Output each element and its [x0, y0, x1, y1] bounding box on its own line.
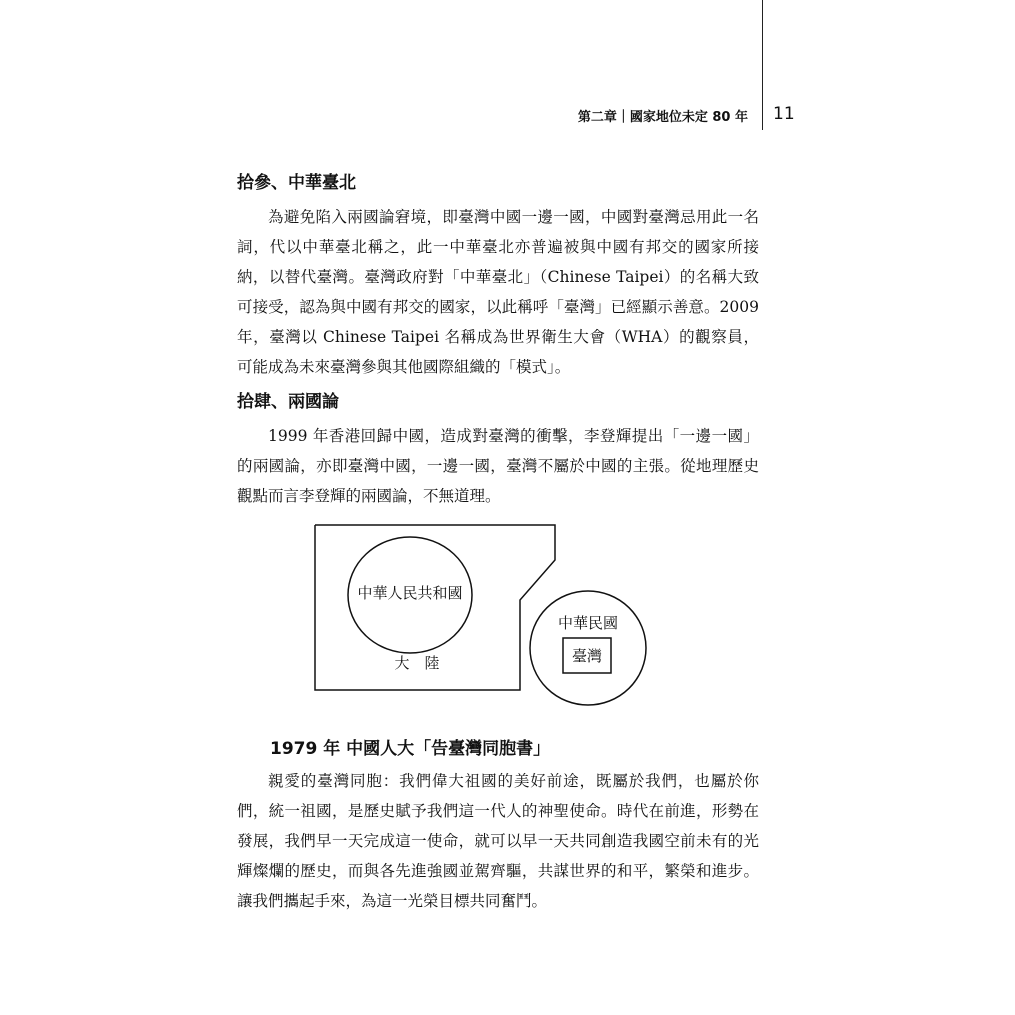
running-head: 第二章｜國家地位未定 80 年 [577, 110, 748, 125]
section-heading-chinese-taipei: 拾參、中華臺北 [237, 173, 356, 193]
section-heading-message-to-compatriots: 1979 年 中國人大「告臺灣同胞書」 [270, 739, 551, 759]
page-number: 11 [773, 104, 795, 124]
section-paragraph-message-to-compatriots: 親愛的臺灣同胞：我們偉大祖國的美好前途，既屬於我們，也屬於你們，統一祖國，是歷史賦予我們這一代人的神聖使命。時代在前進，形勢在發展，我們早一天完成這一使命，就可以早一天共同創造我國空前未有的光輝燦爛的歷史，而與各先進強國並駕齊驅，共謀世界的和平，繁榮和進步。讓我們攜起手來，為這一光榮目標共同奮鬥。 [237, 772, 759, 910]
section-paragraph-chinese-taipei: 為避免陷入兩國論窘境，即臺灣中國一邊一國，中國對臺灣忌用此一名詞，代以中華臺北稱之，此一中華臺北亦普遍被與中國有邦交的國家所接納，以替代臺灣。臺灣政府對「中華臺北」（Chinese Taipei）的名稱大致可接受，認為與中國有邦交的國家，以此稱呼「臺灣」已經顯示善意。2009 年，臺灣以 Chinese Taipei 名稱成為世界衛生大會（WHA）的觀察員，可能成為未來臺灣參與其他國際組織的「模式」。 [237, 208, 759, 376]
mainland-label: 大 陸 [394, 654, 440, 672]
taiwan-label: 臺灣 [571, 647, 603, 665]
section-paragraph-two-state-theory: 1999 年香港回歸中國，造成對臺灣的衝擊，李登輝提出「一邊一國」的兩國論，亦即臺灣中國，一邊一國，臺灣不屬於中國的主張。從地理歷史觀點而言李登輝的兩國論，不無道理。 [237, 427, 759, 505]
section-heading-two-state-theory: 拾肆、兩國論 [237, 392, 339, 412]
prc-label: 中華人民共和國 [357, 584, 463, 602]
cross-strait-diagram [300, 515, 660, 720]
page-divider-rule [762, 0, 763, 130]
roc-label: 中華民國 [557, 614, 619, 632]
